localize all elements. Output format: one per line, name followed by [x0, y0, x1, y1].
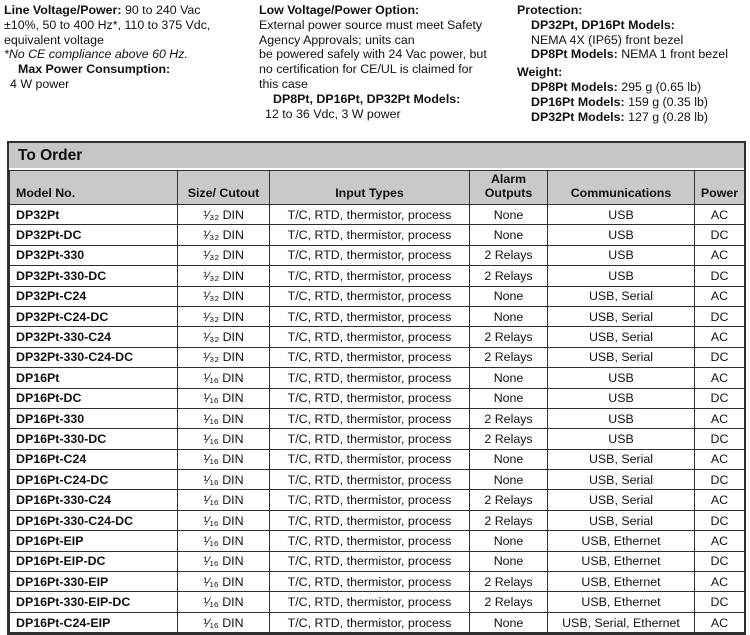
- protection-models1-label: DP32Pt, DP16Pt Models:: [531, 17, 675, 32]
- cell-power: AC: [695, 286, 745, 306]
- cell-model-no: DP16Pt-330-C24: [10, 490, 178, 510]
- cell-alarm-outputs: 2 Relays: [470, 572, 548, 592]
- cell-communications: USB, Serial: [548, 286, 695, 306]
- col-header-power: Power: [695, 171, 745, 205]
- cell-model-no: DP16Pt-C24-EIP: [10, 612, 178, 632]
- cell-size-cutout: ¹⁄₃₂ DIN: [178, 306, 270, 326]
- cell-input-types: T/C, RTD, thermistor, process: [270, 572, 470, 592]
- cell-power: AC: [695, 205, 745, 225]
- cell-power: DC: [695, 551, 745, 571]
- cell-input-types: T/C, RTD, thermistor, process: [270, 266, 470, 286]
- cell-alarm-outputs: 2 Relays: [470, 327, 548, 347]
- cell-communications: USB: [548, 368, 695, 388]
- cell-size-cutout: ¹⁄₃₂ DIN: [178, 245, 270, 265]
- cell-input-types: T/C, RTD, thermistor, process: [270, 205, 470, 225]
- order-table-body: [10, 205, 745, 633]
- cell-model-no: DP32Pt-DC: [10, 225, 178, 245]
- cell-communications: USB, Ethernet: [548, 592, 695, 612]
- cell-size-cutout: ¹⁄₃₂ DIN: [178, 327, 270, 347]
- cell-power: DC: [695, 510, 745, 530]
- cell-alarm-outputs: 2 Relays: [470, 266, 548, 286]
- cell-model-no: DP16Pt-EIP-DC: [10, 551, 178, 571]
- cell-alarm-outputs: None: [470, 368, 548, 388]
- col-header-input: Input Types: [270, 171, 470, 205]
- weight-item: [517, 95, 748, 110]
- cell-size-cutout: ¹⁄₁₆ DIN: [178, 470, 270, 490]
- cell-size-cutout: ¹⁄₁₆ DIN: [178, 388, 270, 408]
- cell-communications: USB, Ethernet: [548, 531, 695, 551]
- cell-size-cutout: ¹⁄₃₂ DIN: [178, 266, 270, 286]
- cell-power: AC: [695, 572, 745, 592]
- cell-power: AC: [695, 327, 745, 347]
- cell-model-no: DP16Pt-C24-DC: [10, 470, 178, 490]
- low-voltage-models-value: 12 to 36 Vdc, 3 W power: [265, 106, 401, 121]
- cell-communications: USB: [548, 408, 695, 428]
- cell-alarm-outputs: 2 Relays: [470, 408, 548, 428]
- cell-input-types: T/C, RTD, thermistor, process: [270, 347, 470, 367]
- cell-power: DC: [695, 266, 745, 286]
- cell-power: AC: [695, 449, 745, 469]
- cell-communications: USB, Serial: [548, 490, 695, 510]
- table-row: [10, 531, 745, 551]
- max-power-value: 4 W power: [10, 76, 70, 91]
- table-row: [10, 368, 745, 388]
- cell-model-no: DP32Pt-C24-DC: [10, 306, 178, 326]
- weight-item-label: DP8Pt Models:: [531, 79, 618, 94]
- cell-input-types: T/C, RTD, thermistor, process: [270, 225, 470, 245]
- cell-power: AC: [695, 408, 745, 428]
- cell-communications: USB: [548, 429, 695, 449]
- line-voltage-value-line3: equivalent voltage: [4, 32, 104, 47]
- cell-size-cutout: ¹⁄₃₂ DIN: [178, 347, 270, 367]
- low-voltage-body-line: no certification for CE/UL is claimed for: [259, 62, 473, 77]
- cell-size-cutout: ¹⁄₁₆ DIN: [178, 592, 270, 612]
- cell-alarm-outputs: None: [470, 205, 548, 225]
- weight-item: [517, 80, 748, 95]
- cell-size-cutout: ¹⁄₁₆ DIN: [178, 368, 270, 388]
- cell-alarm-outputs: None: [470, 306, 548, 326]
- table-row: [10, 592, 745, 612]
- cell-input-types: T/C, RTD, thermistor, process: [270, 551, 470, 571]
- cell-input-types: T/C, RTD, thermistor, process: [270, 388, 470, 408]
- line-voltage-label: Line Voltage/Power:: [4, 3, 122, 17]
- cell-alarm-outputs: None: [470, 531, 548, 551]
- cell-power: DC: [695, 470, 745, 490]
- table-row: [10, 245, 745, 265]
- protection-models2-label: DP8Pt Models:: [531, 47, 618, 62]
- low-voltage-models-label: DP8Pt, DP16Pt, DP32Pt Models:: [273, 91, 461, 106]
- cell-size-cutout: ¹⁄₁₆ DIN: [178, 408, 270, 428]
- weight-item: [517, 110, 748, 125]
- table-row: [10, 347, 745, 367]
- low-voltage-body-line: External power source must meet Safety: [259, 17, 483, 32]
- cell-size-cutout: ¹⁄₃₂ DIN: [178, 286, 270, 306]
- cell-alarm-outputs: 2 Relays: [470, 429, 548, 449]
- cell-alarm-outputs: 2 Relays: [470, 347, 548, 367]
- cell-size-cutout: ¹⁄₃₂ DIN: [178, 225, 270, 245]
- cell-communications: USB: [548, 225, 695, 245]
- spec-col-protection-weight: [517, 3, 748, 124]
- cell-communications: USB, Serial, Ethernet: [548, 612, 695, 632]
- cell-size-cutout: ¹⁄₁₆ DIN: [178, 510, 270, 530]
- cell-model-no: DP16Pt-330-C24-DC: [10, 510, 178, 530]
- cell-model-no: DP16Pt-330-EIP-DC: [10, 592, 178, 612]
- cell-model-no: DP16Pt-330: [10, 408, 178, 428]
- cell-alarm-outputs: None: [470, 449, 548, 469]
- specs-section: [4, 3, 748, 124]
- cell-input-types: T/C, RTD, thermistor, process: [270, 286, 470, 306]
- line-voltage-value: 90 to 240 Vac: [124, 3, 201, 17]
- cell-power: DC: [695, 429, 745, 449]
- cell-alarm-outputs: 2 Relays: [470, 510, 548, 530]
- table-row: [10, 388, 745, 408]
- cell-power: DC: [695, 306, 745, 326]
- protection-models2: [517, 47, 748, 62]
- table-row: [10, 205, 745, 225]
- cell-communications: USB: [548, 205, 695, 225]
- cell-communications: USB: [548, 266, 695, 286]
- cell-input-types: T/C, RTD, thermistor, process: [270, 327, 470, 347]
- cell-alarm-outputs: 2 Relays: [470, 245, 548, 265]
- cell-model-no: DP16Pt-330-EIP: [10, 572, 178, 592]
- cell-communications: USB, Ethernet: [548, 572, 695, 592]
- header-row: [10, 171, 745, 205]
- low-voltage-label: Low Voltage/Power Option:: [259, 3, 420, 17]
- cell-communications: USB, Ethernet: [548, 551, 695, 571]
- col-header-comm: Communications: [548, 171, 695, 205]
- cell-power: DC: [695, 347, 745, 367]
- cell-size-cutout: ¹⁄₁₆ DIN: [178, 490, 270, 510]
- ce-compliance-footnote: *No CE compliance above 60 Hz.: [4, 47, 188, 62]
- cell-power: AC: [695, 612, 745, 632]
- weight-item-value: 295 g (0.65 lb): [621, 79, 702, 94]
- weight-item-value: 127 g (0.28 lb): [628, 109, 708, 124]
- cell-input-types: T/C, RTD, thermistor, process: [270, 245, 470, 265]
- cell-model-no: DP32Pt-330-DC: [10, 266, 178, 286]
- to-order-title: To Order: [9, 143, 744, 170]
- protection-models1-value: NEMA 4X (IP65) front bezel: [531, 32, 684, 47]
- cell-input-types: T/C, RTD, thermistor, process: [270, 531, 470, 551]
- cell-input-types: T/C, RTD, thermistor, process: [270, 368, 470, 388]
- cell-input-types: T/C, RTD, thermistor, process: [270, 429, 470, 449]
- cell-size-cutout: ¹⁄₃₂ DIN: [178, 205, 270, 225]
- cell-alarm-outputs: None: [470, 225, 548, 245]
- cell-communications: USB, Serial: [548, 470, 695, 490]
- cell-alarm-outputs: None: [470, 612, 548, 632]
- table-row: [10, 429, 745, 449]
- table-row: [10, 551, 745, 571]
- cell-power: AC: [695, 245, 745, 265]
- spec-col-low-voltage: [259, 3, 517, 124]
- cell-communications: USB, Serial: [548, 306, 695, 326]
- cell-alarm-outputs: None: [470, 551, 548, 571]
- table-row: [10, 225, 745, 245]
- line-voltage-value-line2: ±10%, 50 to 400 Hz*, 110 to 375 Vdc,: [4, 17, 211, 32]
- cell-size-cutout: ¹⁄₁₆ DIN: [178, 449, 270, 469]
- table-row: [10, 612, 745, 632]
- table-row: [10, 510, 745, 530]
- table-row: [10, 306, 745, 326]
- low-voltage-body-line: this case: [259, 76, 308, 91]
- cell-model-no: DP32Pt-330-C24: [10, 327, 178, 347]
- cell-model-no: DP16Pt-DC: [10, 388, 178, 408]
- table-row: [10, 470, 745, 490]
- cell-communications: USB, Serial: [548, 510, 695, 530]
- cell-model-no: DP32Pt: [10, 205, 178, 225]
- cell-input-types: T/C, RTD, thermistor, process: [270, 592, 470, 612]
- cell-communications: USB: [548, 388, 695, 408]
- weight-label: Weight:: [517, 65, 563, 80]
- table-row: [10, 266, 745, 286]
- cell-power: AC: [695, 490, 745, 510]
- cell-input-types: T/C, RTD, thermistor, process: [270, 408, 470, 428]
- cell-input-types: T/C, RTD, thermistor, process: [270, 470, 470, 490]
- low-voltage-body-line: be powered safely with 24 Vac power, but: [259, 47, 487, 62]
- line-voltage-text: [4, 3, 249, 18]
- table-row: [10, 327, 745, 347]
- cell-size-cutout: ¹⁄₁₆ DIN: [178, 612, 270, 632]
- protection-models2-value: NEMA 1 front bezel: [621, 47, 728, 62]
- cell-power: AC: [695, 531, 745, 551]
- spec-col-line-voltage: [4, 3, 259, 124]
- cell-input-types: T/C, RTD, thermistor, process: [270, 612, 470, 632]
- col-header-alarm: Alarm Outputs: [470, 171, 548, 205]
- table-row: [10, 490, 745, 510]
- cell-model-no: DP16Pt-EIP: [10, 531, 178, 551]
- cell-model-no: DP16Pt: [10, 368, 178, 388]
- cell-alarm-outputs: None: [470, 388, 548, 408]
- table-row: [10, 572, 745, 592]
- cell-alarm-outputs: None: [470, 470, 548, 490]
- cell-input-types: T/C, RTD, thermistor, process: [270, 490, 470, 510]
- cell-alarm-outputs: None: [470, 286, 548, 306]
- weight-item-label: DP32Pt Models:: [531, 109, 625, 124]
- table-row: [10, 408, 745, 428]
- col-header-model: Model No.: [10, 171, 178, 205]
- col-header-size: Size/ Cutout: [178, 171, 270, 205]
- cell-communications: USB: [548, 245, 695, 265]
- cell-communications: USB, Serial: [548, 449, 695, 469]
- max-power-label: Max Power Consumption:: [18, 62, 171, 77]
- protection-label: Protection:: [517, 3, 583, 17]
- cell-input-types: T/C, RTD, thermistor, process: [270, 449, 470, 469]
- cell-input-types: T/C, RTD, thermistor, process: [270, 510, 470, 530]
- weight-item-value: 159 g (0.35 lb): [628, 94, 708, 109]
- cell-model-no: DP16Pt-330-DC: [10, 429, 178, 449]
- cell-alarm-outputs: 2 Relays: [470, 490, 548, 510]
- to-order-section: [7, 141, 746, 635]
- cell-alarm-outputs: 2 Relays: [470, 592, 548, 612]
- order-table-header: [10, 171, 745, 205]
- cell-size-cutout: ¹⁄₁₆ DIN: [178, 572, 270, 592]
- cell-power: DC: [695, 225, 745, 245]
- cell-model-no: DP32Pt-330-C24-DC: [10, 347, 178, 367]
- table-row: [10, 286, 745, 306]
- cell-model-no: DP32Pt-C24: [10, 286, 178, 306]
- order-table: [9, 170, 745, 633]
- cell-size-cutout: ¹⁄₁₆ DIN: [178, 531, 270, 551]
- cell-model-no: DP16Pt-C24: [10, 449, 178, 469]
- weight-item-label: DP16Pt Models:: [531, 94, 625, 109]
- cell-size-cutout: ¹⁄₁₆ DIN: [178, 429, 270, 449]
- cell-power: DC: [695, 388, 745, 408]
- cell-power: AC: [695, 368, 745, 388]
- table-row: [10, 449, 745, 469]
- low-voltage-body-line: Agency Approvals; units can: [259, 32, 415, 47]
- cell-communications: USB, Serial: [548, 347, 695, 367]
- cell-size-cutout: ¹⁄₁₆ DIN: [178, 551, 270, 571]
- cell-power: DC: [695, 592, 745, 612]
- cell-model-no: DP32Pt-330: [10, 245, 178, 265]
- cell-communications: USB, Serial: [548, 327, 695, 347]
- cell-input-types: T/C, RTD, thermistor, process: [270, 306, 470, 326]
